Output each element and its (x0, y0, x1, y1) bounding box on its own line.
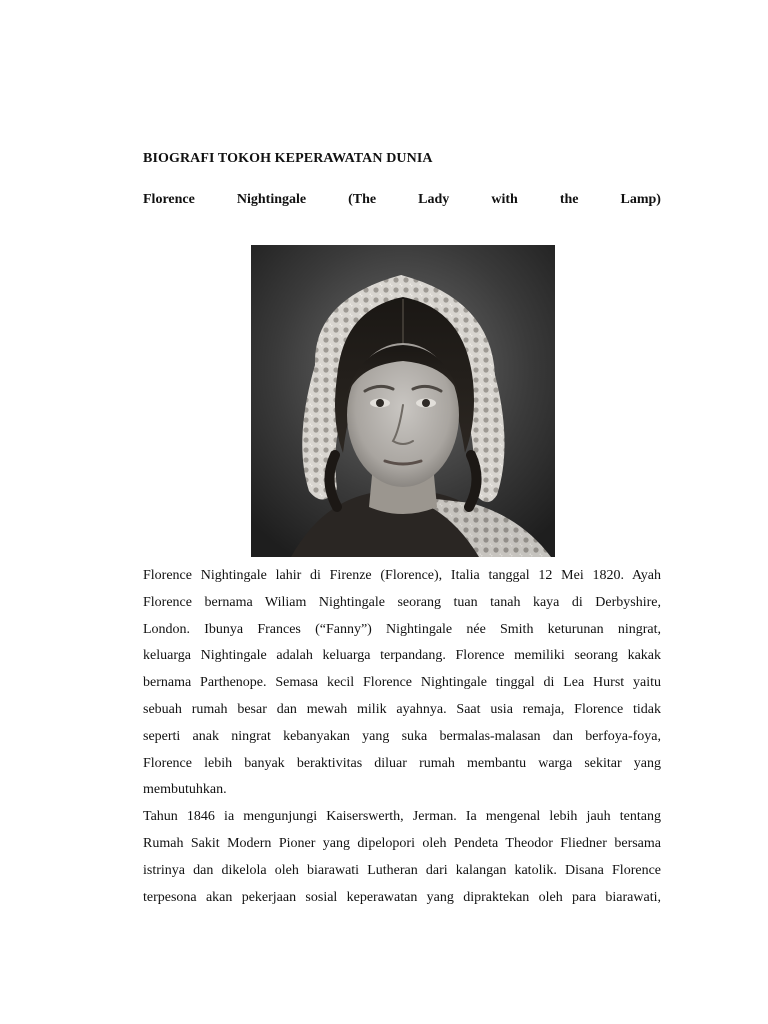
document-subtitle (143, 189, 661, 211)
portrait-photo (251, 245, 555, 557)
text-line: Florence Nightingale lahir di Firenze (Florence), Italia tanggal 12 Mei 1820. Ayah (143, 568, 661, 583)
text-line: London. Ibunya Frances (“Fanny”) Nightingale née Smith keturunan ningrat, (143, 621, 661, 637)
subtitle-word: Lady (418, 192, 450, 207)
text-line: istrinya dan dikelola oleh biarawati Lutheran dari kalangan katolik. Disana Florence (143, 862, 661, 878)
text-line: Tahun 1846 ia mengunjungi Kaiserswerth, Jerman. Ia mengenal lebih jauh tentang (143, 809, 661, 825)
paragraph (143, 563, 661, 804)
text-line: membutuhkan. (143, 782, 227, 798)
subtitle-word: with (491, 192, 518, 207)
subtitle-word: Lamp) (620, 192, 661, 207)
text-line: seperti anak ningrat kebanyakan yang suka bermalas-malasan dan berfoya-foya, (143, 728, 661, 744)
document-content (143, 148, 661, 905)
text-line: Florence bernama Wiliam Nightingale seorang tuan tanah kaya di Derbyshire, (143, 594, 661, 610)
document-title: BIOGRAFI TOKOH KEPERAWATAN DUNIA (143, 151, 433, 166)
portrait-photo-icon (251, 245, 555, 557)
text-line: bernama Parthenope. Semasa kecil Florence Nightingale tinggal di Lea Hurst yaitu (143, 675, 661, 691)
text-line: sebuah rumah besar dan mewah milik ayahnya. Saat usia remaja, Florence tidak (143, 701, 661, 717)
subtitle-word: Florence (143, 192, 195, 207)
subtitle-word: Nightingale (236, 192, 307, 207)
body-text (143, 563, 661, 911)
subtitle-word: the (559, 192, 579, 207)
paragraph (143, 804, 661, 911)
text-line: Rumah Sakit Modern Pioner yang dipelopori oleh Pendeta Theodor Fliedner bersama (143, 835, 661, 851)
text-line: Florence lebih banyak beraktivitas diluar rumah membantu warga sekitar yang (143, 755, 661, 771)
text-line: terpesona akan pekerjaan sosial keperawatan yang dipraktekan oleh para biarawati, (143, 889, 661, 905)
text-line: keluarga Nightingale adalah keluarga terpandang. Florence memiliki seorang kakak (143, 648, 661, 664)
subtitle-word: (The (348, 192, 377, 207)
